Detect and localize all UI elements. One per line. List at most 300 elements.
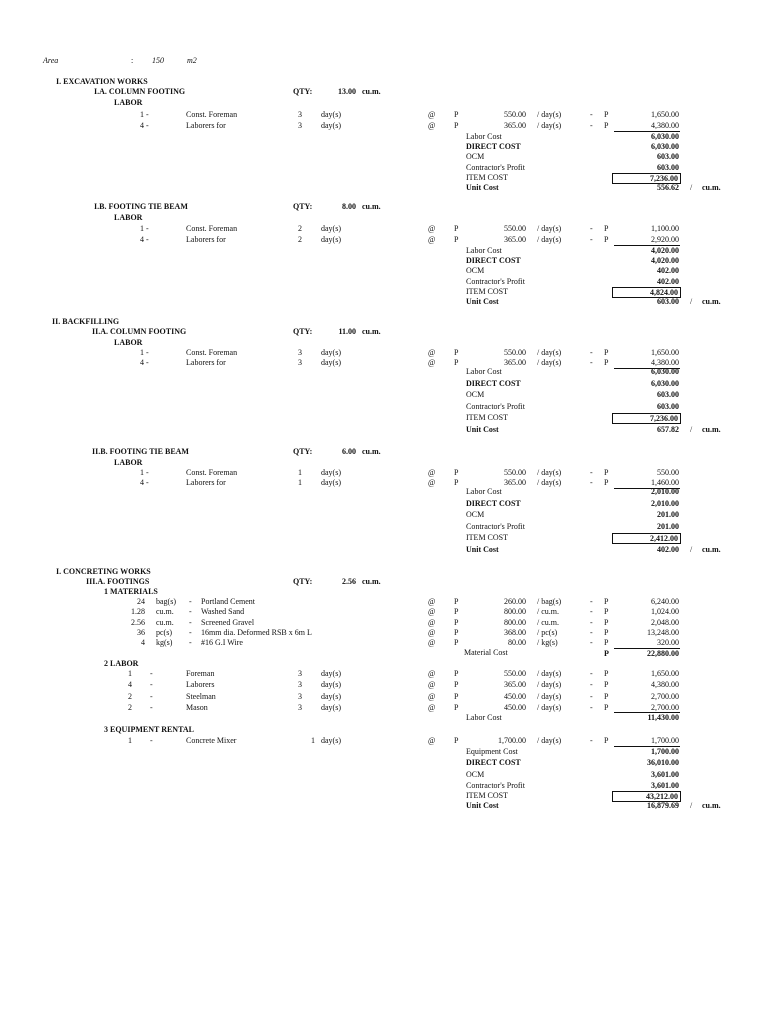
unit-cost-value: 402.00 [657,545,679,554]
row-dash: - [189,627,192,637]
row-days-count: 3 [298,702,302,712]
row-description: Laborers [186,680,215,690]
direct-cost-label: DIRECT COST [466,256,521,266]
row-description: Const. Foreman [186,468,238,477]
row-amount: 1,650.00 [651,110,679,119]
row-days-count: 1 [298,468,302,477]
row-per-unit: / day(s) [537,680,562,690]
row-dash: - [150,702,153,712]
row-days-unit: day(s) [321,478,341,487]
peso-sign: P [604,649,609,658]
row-dash: - [590,617,593,627]
row-description: Mason [186,702,208,712]
peso-sign: P [604,468,609,477]
subsection-title: I.A. COLUMN FOOTING [94,87,186,96]
row-per-unit: / day(s) [537,478,562,487]
area-value: 150 [152,56,164,65]
material-rate: 368.00 [504,627,526,637]
unit-cost-value: 16,879.69 [647,801,679,810]
item-cost-label: ITEM COST [466,286,508,296]
at-sign: @ [428,235,436,244]
row-days-unit: day(s) [321,680,341,690]
row-rate: 550.00 [504,224,526,233]
row-description: Steelman [186,691,216,701]
material-cost-value: 22,880.00 [647,649,679,658]
material-amount: 13,248.00 [647,627,679,637]
subsection-title: II.B. FOOTING TIE BEAM [92,447,189,456]
peso-sign: P [604,607,609,617]
row-dash: - [590,478,593,487]
direct-cost-label: DIRECT COST [466,142,521,152]
row-per-unit: / day(s) [537,235,562,244]
row-days-count: 1 [311,736,315,745]
row-dash: - [189,607,192,617]
at-sign: @ [428,110,436,119]
material-unit: cu.m. [156,607,174,617]
row-days-count: 3 [298,358,302,367]
at-sign: @ [428,607,436,617]
unit-slash: / [690,801,693,810]
row-count: 4 - [140,478,149,487]
row-days-count: 1 [298,478,302,487]
material-qty: 36 [137,627,145,637]
peso-sign: P [454,121,459,130]
peso-sign: P [454,691,459,701]
row-description: Const. Foreman [186,348,238,357]
material-per-unit: / kg(s) [537,638,558,648]
peso-sign: P [604,348,609,357]
peso-sign: P [604,358,609,367]
direct-cost-value: 2,010.00 [651,498,679,508]
qty-unit: cu.m. [362,202,381,211]
row-dash: - [590,680,593,690]
contractors-profit-value: 3,601.00 [651,781,679,790]
qty-unit: cu.m. [362,447,381,456]
unit-cost-label: Unit Cost [466,297,499,306]
material-cost-label: Material Cost [464,648,508,657]
contractors-profit-label: Contractor's Profit [466,276,525,286]
unit-cost-label: Unit Cost [466,545,499,554]
section-title: I. EXCAVATION WORKS [56,77,148,86]
labor-cost-value: 2,010.00 [651,487,679,496]
qty-unit: cu.m. [362,327,381,336]
qty-value: 2.56 [342,577,356,586]
row-amount: 2,920.00 [651,235,679,244]
at-sign: @ [428,478,436,487]
equipment-cost-label: Equipment Cost [466,747,518,756]
material-unit: kg(s) [156,638,173,648]
unit-cost-label: Unit Cost [466,425,499,434]
peso-sign: P [604,121,609,130]
row-days-unit: day(s) [321,110,341,119]
peso-sign: P [604,617,609,627]
row-per-unit: / day(s) [537,348,562,357]
item-cost-value: 7,236.00 [612,173,681,184]
row-dash: - [590,235,593,244]
peso-sign: P [454,702,459,712]
row-days-unit: day(s) [321,691,341,701]
ocm-label: OCM [466,510,485,520]
row-dash: - [150,680,153,690]
row-dash: - [150,691,153,701]
at-sign: @ [428,597,436,606]
unit-cost-unit: cu.m. [702,425,721,434]
row-days-unit: day(s) [321,348,341,357]
row-count: 1 - [140,110,149,119]
row-rate: 550.00 [504,468,526,477]
row-days-unit: day(s) [321,224,341,233]
row-description: Concrete Mixer [186,736,237,745]
area-label: Area [43,56,59,65]
contractors-profit-label: Contractor's Profit [466,521,525,531]
row-per-unit: / day(s) [537,121,562,130]
item-cost-value: 4,824.00 [612,287,681,298]
at-sign: @ [428,669,436,678]
peso-sign: P [604,669,609,678]
row-days-unit: day(s) [321,736,341,745]
row-dash: - [590,110,593,119]
row-days-unit: day(s) [321,358,341,367]
row-amount: 1,460.00 [651,478,679,487]
row-count: 1 - [140,348,149,357]
row-amount: 1,650.00 [651,669,679,678]
ocm-label: OCM [466,390,485,400]
material-description: Screened Gravel [201,617,255,627]
row-amount: 550.00 [657,468,679,477]
material-unit: cu.m. [156,617,174,627]
material-amount: 2,048.00 [651,617,679,627]
item-cost-label: ITEM COST [466,533,508,543]
ocm-label: OCM [466,152,485,162]
qty-value: 6.00 [342,447,356,456]
ocm-value: 603.00 [657,390,679,400]
row-days-count: 3 [298,348,302,357]
at-sign: @ [428,348,436,357]
unit-cost-value: 603.00 [657,297,679,306]
qty-value: 13.00 [338,87,356,96]
unit-cost-label: Unit Cost [466,801,499,810]
at-sign: @ [428,702,436,712]
row-description: Laborers for [186,121,226,130]
row-dash: - [590,121,593,130]
peso-sign: P [454,235,459,244]
item-cost-label: ITEM COST [466,791,508,800]
peso-sign: P [454,348,459,357]
row-description: Laborers for [186,235,226,244]
peso-sign: P [454,110,459,119]
peso-sign: P [454,638,459,648]
row-days-count: 2 [298,235,302,244]
labor-cost-label: Labor Cost [466,713,502,722]
material-rate: 80.00 [508,638,526,648]
item-cost-value: 2,412.00 [612,533,681,544]
direct-cost-value: 6,030.00 [651,378,679,388]
row-amount: 2,700.00 [651,702,679,712]
at-sign: @ [428,691,436,701]
row-days-unit: day(s) [321,669,341,678]
section-title: I. CONCRETING WORKS [56,567,151,576]
peso-sign: P [454,680,459,690]
labor-cost-value: 11,430.00 [647,713,679,722]
labor-cost-label: Labor Cost [466,367,502,376]
unit-slash: / [690,425,693,434]
row-amount: 2,700.00 [651,691,679,701]
material-per-unit: / cu.m. [537,607,559,617]
qty-label: QTY: [293,87,313,96]
row-rate: 365.00 [504,358,526,367]
ocm-value: 402.00 [657,266,679,276]
row-count: 4 - [140,358,149,367]
area-colon: : [131,56,134,65]
row-amount: 4,380.00 [651,680,679,690]
direct-cost-label: DIRECT COST [466,378,521,388]
qty-value: 11.00 [338,327,356,336]
row-dash: - [590,224,593,233]
row-count: 1 - [140,468,149,477]
labor-heading: LABOR [114,458,143,467]
material-description: Washed Sand [201,607,245,617]
qty-label: QTY: [293,202,313,211]
contractors-profit-value: 201.00 [657,521,679,531]
unit-slash: / [690,297,693,306]
qty-unit: cu.m. [362,87,381,96]
material-unit: pc(s) [156,627,172,637]
peso-sign: P [604,224,609,233]
row-dash: - [150,736,153,745]
contractors-profit-value: 402.00 [657,276,679,286]
row-count: 1 [128,736,132,745]
row-count: 1 [128,669,132,678]
at-sign: @ [428,358,436,367]
peso-sign: P [604,110,609,119]
peso-sign: P [454,358,459,367]
row-days-unit: day(s) [321,121,341,130]
row-days-unit: day(s) [321,468,341,477]
peso-sign: P [604,702,609,712]
row-amount: 1,650.00 [651,348,679,357]
area-unit: m2 [187,56,197,65]
peso-sign: P [604,736,609,745]
material-per-unit: / cu.m. [537,617,559,627]
at-sign: @ [428,680,436,690]
ocm-value: 3,601.00 [651,770,679,779]
peso-sign: P [454,224,459,233]
row-dash: - [590,607,593,617]
row-per-unit: / day(s) [537,468,562,477]
material-amount: 320.00 [657,638,679,648]
row-per-unit: / day(s) [537,691,562,701]
peso-sign: P [604,478,609,487]
qty-value: 8.00 [342,202,356,211]
at-sign: @ [428,736,436,745]
peso-sign: P [604,597,609,606]
labor-cost-value: 4,020.00 [651,246,679,255]
item-cost-value: 43,212.00 [612,791,681,802]
item-cost-label: ITEM COST [466,172,508,182]
row-count: 2 [128,691,132,701]
row-count: 2 [128,702,132,712]
row-rate: 365.00 [504,680,526,690]
at-sign: @ [428,468,436,477]
material-description: 16mm dia. Deformed RSB x 6m L [201,627,312,637]
row-days-count: 3 [298,691,302,701]
peso-sign: P [454,669,459,678]
row-description: Laborers for [186,478,226,487]
material-description: Portland Cement [201,597,255,606]
direct-cost-label: DIRECT COST [466,758,521,767]
ocm-value: 603.00 [657,152,679,162]
ocm-label: OCM [466,266,485,276]
direct-cost-label: DIRECT COST [466,498,521,508]
row-dash: - [590,638,593,648]
material-per-unit: / pc(s) [537,627,558,637]
row-dash: - [189,638,192,648]
unit-slash: / [690,545,693,554]
qty-label: QTY: [293,577,313,586]
at-sign: @ [428,627,436,637]
subsection-title: III.A. FOOTINGS [86,577,150,586]
row-dash: - [590,627,593,637]
row-description: Const. Foreman [186,110,238,119]
row-dash: - [189,617,192,627]
row-dash: - [590,736,593,745]
row-per-unit: / day(s) [537,358,562,367]
material-rate: 800.00 [504,607,526,617]
row-rate: 365.00 [504,121,526,130]
peso-sign: P [604,638,609,648]
item-cost-label: ITEM COST [466,413,508,423]
equipment-heading: 3 EQUIPMENT RENTAL [104,725,194,734]
section-title: II. BACKFILLING [52,317,120,326]
row-amount: 4,380.00 [651,358,679,367]
at-sign: @ [428,224,436,233]
contractors-profit-value: 603.00 [657,162,679,172]
row-dash: - [590,358,593,367]
peso-sign: P [604,627,609,637]
row-amount: 1,100.00 [651,224,679,233]
labor-cost-value: 6,030.00 [651,367,679,376]
row-days-unit: day(s) [321,235,341,244]
contractors-profit-value: 603.00 [657,401,679,411]
row-count: 4 - [140,121,149,130]
peso-sign: P [454,607,459,617]
item-cost-value: 7,236.00 [612,413,681,424]
unit-cost-unit: cu.m. [702,801,721,810]
at-sign: @ [428,638,436,648]
peso-sign: P [454,627,459,637]
row-rate: 450.00 [504,702,526,712]
unit-cost-value: 556.62 [657,183,679,192]
unit-cost-unit: cu.m. [702,545,721,554]
peso-sign: P [454,736,459,745]
unit-cost-value: 657.82 [657,425,679,434]
row-description: Const. Foreman [186,224,238,233]
row-dash: - [590,348,593,357]
unit-slash: / [690,183,693,192]
row-days-unit: day(s) [321,702,341,712]
row-rate: 550.00 [504,669,526,678]
row-days-count: 3 [298,110,302,119]
subsection-title: I.B. FOOTING TIE BEAM [94,202,188,211]
row-amount: 1,700.00 [651,736,679,745]
row-per-unit: / day(s) [537,110,562,119]
peso-sign: P [454,478,459,487]
row-amount: 4,380.00 [651,121,679,130]
material-rate: 800.00 [504,617,526,627]
row-count: 4 - [140,235,149,244]
row-dash: - [590,597,593,606]
material-rate: 260.00 [504,597,526,606]
material-qty: 1.28 [131,607,145,617]
qty-label: QTY: [293,447,313,456]
row-rate: 550.00 [504,348,526,357]
row-dash: - [150,669,153,678]
row-rate: 1,700.00 [498,736,526,745]
row-dash: - [590,702,593,712]
row-rate: 550.00 [504,110,526,119]
labor-cost-label: Labor Cost [466,132,502,141]
labor-heading: 2 LABOR [104,659,139,668]
row-per-unit: / day(s) [537,224,562,233]
materials-heading: 1 MATERIALS [104,587,158,596]
material-amount: 1,024.00 [651,607,679,617]
unit-cost-label: Unit Cost [466,183,499,192]
row-days-count: 2 [298,224,302,233]
row-count: 1 - [140,224,149,233]
at-sign: @ [428,617,436,627]
direct-cost-value: 36,010.00 [647,758,679,767]
row-per-unit: / day(s) [537,669,562,678]
row-description: Laborers for [186,358,226,367]
ocm-value: 201.00 [657,510,679,520]
material-qty: 4 [141,638,145,648]
labor-cost-label: Labor Cost [466,487,502,496]
row-dash: - [590,691,593,701]
contractors-profit-label: Contractor's Profit [466,162,525,172]
peso-sign: P [454,597,459,606]
qty-label: QTY: [293,327,313,336]
material-per-unit: / bag(s) [537,597,562,606]
row-count: 4 [128,680,132,690]
row-rate: 365.00 [504,478,526,487]
labor-heading: LABOR [114,98,143,107]
unit-cost-unit: cu.m. [702,297,721,306]
row-rate: 365.00 [504,235,526,244]
peso-sign: P [454,617,459,627]
direct-cost-value: 4,020.00 [651,256,679,266]
subsection-title: II.A. COLUMN FOOTING [92,327,187,336]
row-dash: - [590,468,593,477]
at-sign: @ [428,121,436,130]
contractors-profit-label: Contractor's Profit [466,781,525,790]
labor-cost-label: Labor Cost [466,246,502,255]
material-qty: 24 [137,597,145,606]
row-rate: 450.00 [504,691,526,701]
material-amount: 6,240.00 [651,597,679,606]
contractors-profit-label: Contractor's Profit [466,401,525,411]
row-days-count: 3 [298,121,302,130]
peso-sign: P [604,235,609,244]
labor-heading: LABOR [114,338,143,347]
row-description: Foreman [186,669,215,678]
labor-heading: LABOR [114,213,143,222]
row-per-unit: / day(s) [537,736,562,745]
labor-cost-value: 6,030.00 [651,132,679,141]
material-unit: bag(s) [156,597,176,606]
peso-sign: P [604,691,609,701]
row-dash: - [590,669,593,678]
row-days-count: 3 [298,680,302,690]
